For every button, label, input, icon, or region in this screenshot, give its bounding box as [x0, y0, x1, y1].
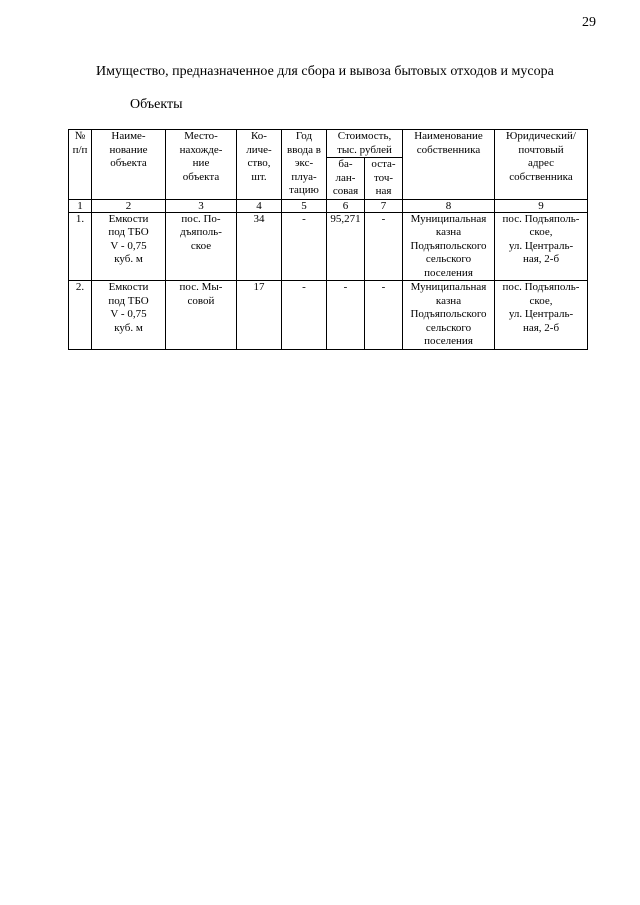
object-location: пос. По- дъяполь- ское	[166, 212, 237, 281]
page-number: 29	[582, 15, 596, 30]
row-num: 2.	[69, 281, 92, 350]
column-number: 5	[282, 199, 327, 212]
header-num: № п/п	[69, 130, 92, 200]
object-owner: Муниципальная казна Подъяпольского сельского поселения	[403, 281, 495, 350]
column-number: 4	[237, 199, 282, 212]
header-cost-balance: ба- лан- совая	[327, 158, 365, 200]
column-number: 6	[327, 199, 365, 212]
header-year: Год ввода в экс- плуа- тацию	[282, 130, 327, 200]
object-quantity: 17	[237, 281, 282, 350]
column-number: 9	[495, 199, 588, 212]
header-name: Наиме- нование объекта	[92, 130, 166, 200]
document-title: Имущество, предназначенное для сбора и вывоза бытовых отходов и мусора	[96, 64, 554, 79]
header-quantity: Ко- личе- ство, шт.	[237, 130, 282, 200]
object-name: Емкости под ТБО V - 0,75 куб. м	[92, 281, 166, 350]
owner-address: пос. Подъяполь- ское, ул. Централь- ная, 2-б	[495, 281, 588, 350]
header-cost-residual: оста- точ- ная	[365, 158, 403, 200]
row-num: 1.	[69, 212, 92, 281]
column-number: 1	[69, 199, 92, 212]
table-row	[69, 281, 588, 350]
object-quantity: 34	[237, 212, 282, 281]
object-cost-balance: -	[327, 281, 365, 350]
object-owner: Муниципальная казна Подъяпольского сельского поселения	[403, 212, 495, 281]
header-owner: Наименование собственника	[403, 130, 495, 200]
column-number-row	[69, 199, 588, 212]
column-number: 3	[166, 199, 237, 212]
header-location: Место- нахожде- ние объекта	[166, 130, 237, 200]
object-cost-balance: 95,271	[327, 212, 365, 281]
header-address: Юридический/ почтовый адрес собственника	[495, 130, 588, 200]
object-cost-residual: -	[365, 281, 403, 350]
section-title: Объекты	[130, 97, 183, 112]
object-location: пос. Мы- совой	[166, 281, 237, 350]
property-table	[68, 129, 588, 350]
object-year: -	[282, 281, 327, 350]
column-number: 7	[365, 199, 403, 212]
header-cost: Стоимость, тыс. рублей	[327, 130, 403, 158]
object-cost-residual: -	[365, 212, 403, 281]
column-number: 8	[403, 199, 495, 212]
object-name: Емкости под ТБО V - 0,75 куб. м	[92, 212, 166, 281]
owner-address: пос. Подъяполь- ское, ул. Централь- ная, 2-б	[495, 212, 588, 281]
column-number: 2	[92, 199, 166, 212]
table-row	[69, 212, 588, 281]
object-year: -	[282, 212, 327, 281]
